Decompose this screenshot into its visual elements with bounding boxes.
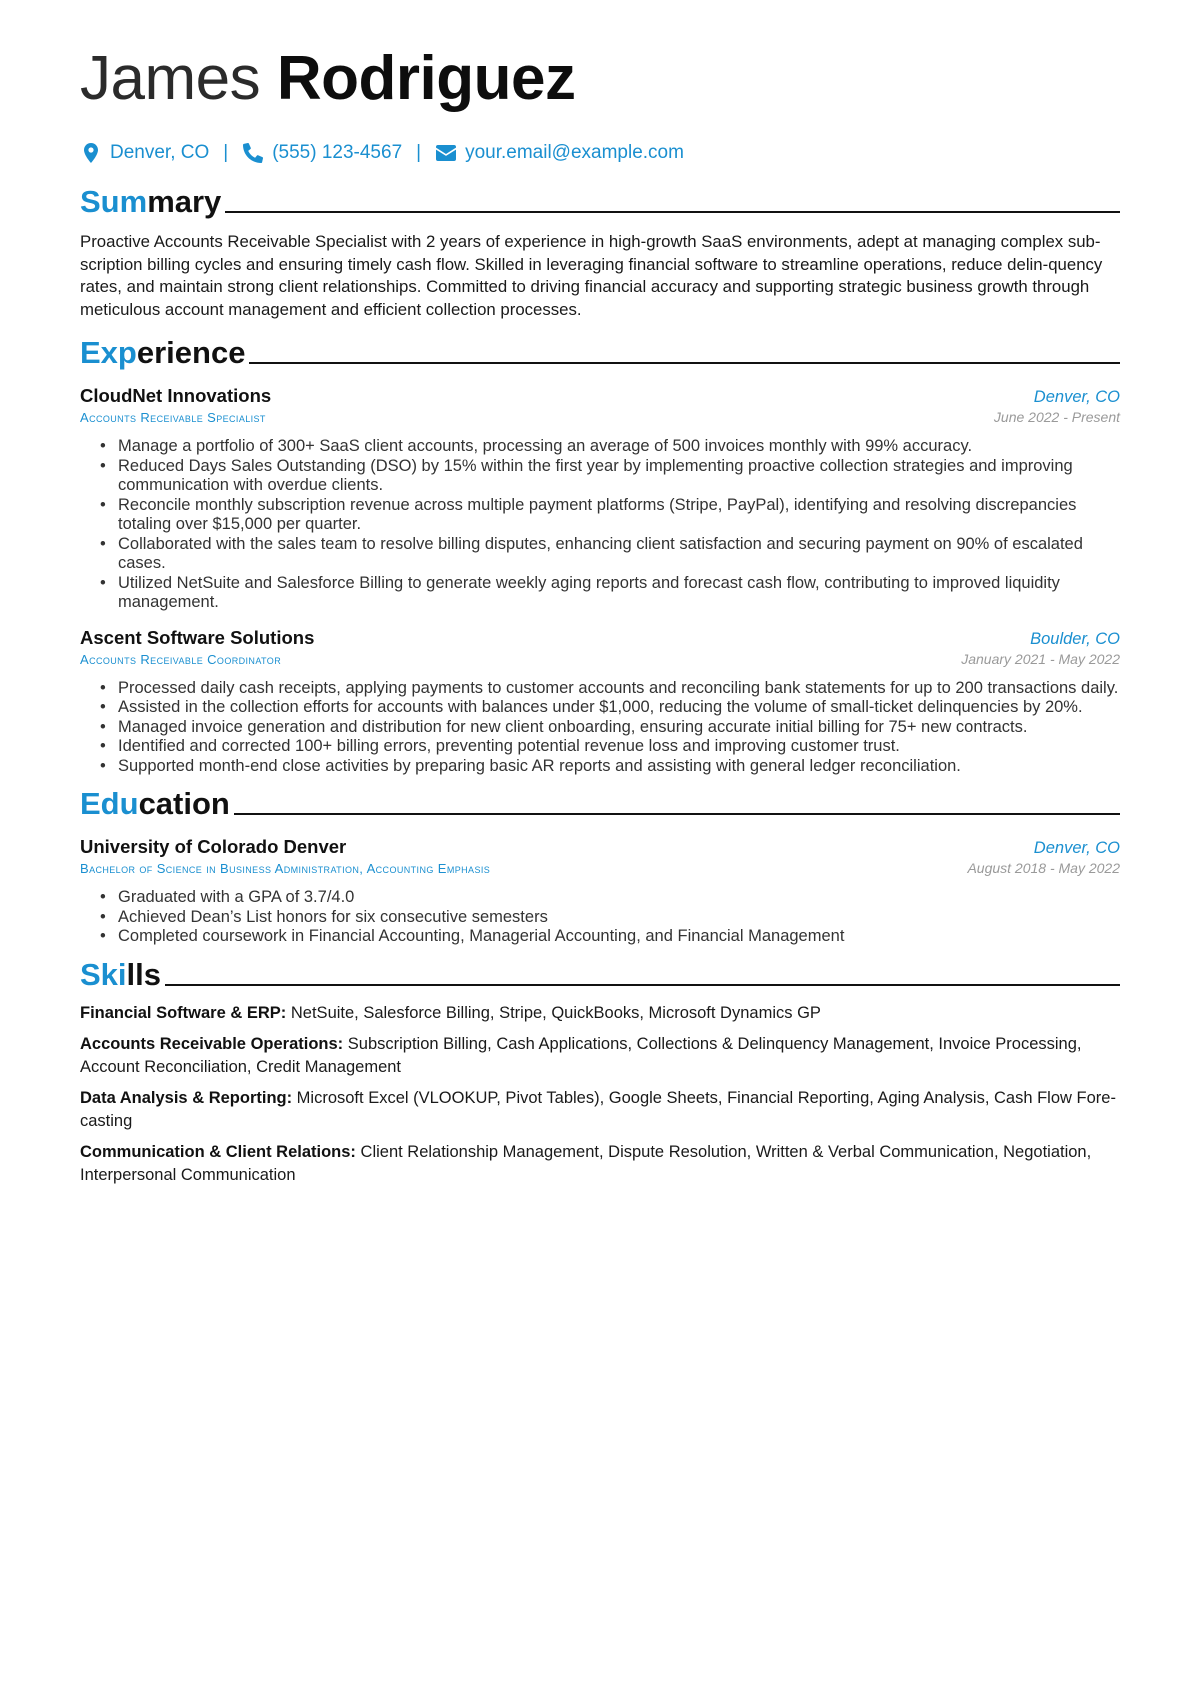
list-item: • Completed coursework in Financial Accounting, Managerial Accounting, and Financial Management [100,927,1120,947]
contact-bar [80,140,1120,166]
list-item: • Reduced Days Sales Outstanding (DSO) by 15% within the first year by implementing proactive collection strategies and improving communication with overdue clients. [100,457,1120,496]
job-bullets [80,437,1120,613]
section-title: Experience [80,335,246,370]
skill-row [80,1141,1120,1186]
list-item: • Utilized NetSuite and Salesforce Billing to generate weekly aging reports and forecast cash flow, contributing to improved liquidity management. [100,574,1120,613]
list-item: • Supported month-end close activities by preparing basic AR reports and assisting with general ledger reconciliation. [100,757,1120,777]
education-bullets [80,888,1120,947]
education-entry [80,836,1120,947]
phone-icon [242,142,264,164]
candidate-name [80,40,1120,118]
school-name: University of Colorado Denver [80,836,347,857]
section-rule [249,362,1120,364]
first-name: James [80,44,261,113]
company-name: CloudNet Innovations [80,385,272,406]
phone-link[interactable]: (555) 123-4567 [272,142,403,163]
envelope-icon [435,142,457,164]
map-marker-icon [80,142,102,164]
skills-heading [80,955,1120,993]
job-location: Boulder, CO [1030,629,1120,648]
last-name: Rodriguez [276,44,576,113]
skill-text: Subscription Billing, Cash Applications, Collections & Delinquency Management, Invoice Processing, Account Reconciliation, Credit Management [80,1035,1082,1076]
list-item: • Identified and corrected 100+ billing errors, preventing potential revenue loss and improving customer trust. [100,737,1120,757]
skill-row [80,1087,1120,1132]
section-rule [225,211,1120,213]
skill-label: Data Analysis & Reporting: [80,1089,293,1107]
skills-list [80,1002,1120,1187]
resume-page [80,40,1120,1186]
skill-text: NetSuite, Salesforce Billing, Stripe, QuickBooks, Microsoft Dynamics GP [286,1003,821,1022]
education-dates: August 2018 - May 2022 [967,860,1120,876]
summary-heading [80,182,1120,220]
list-item: • Graduated with a GPA of 3.7/4.0 [100,888,1120,908]
section-title: Summary [80,184,222,219]
skill-row [80,1002,1120,1025]
list-item: • Reconcile monthly subscription revenue across multiple payment platforms (Stripe, PayPal), identifying and resolving discrepancies totaling over $15,000 per quarter. [100,496,1120,535]
list-item: • Collaborated with the sales team to resolve billing disputes, enhancing client satisfaction and securing payment on 90% of escalated cases. [100,535,1120,574]
job-dates: June 2022 - Present [993,409,1120,425]
location-text: Denver, CO [110,142,210,163]
summary-text: Proactive Accounts Receivable Specialist with 2 years of experience in high-growth SaaS environments, adept at managing complex sub-scription billing cycles and ensuring timely cash flow. Skilled in leveraging financial software to streamline operations, reduce delin-quency rates, and maintain strong client relationships. Committed to driving financial accuracy and supporting strategic business growth through meticulous account management and efficient collection processes. [80,232,1103,319]
skill-text: Microsoft Excel (VLOOKUP, Pivot Tables), Google Sheets, Financial Reporting, Aging Analysis, Cash Flow Fore-casting [80,1089,1116,1130]
skill-label: Accounts Receivable Operations: [80,1035,344,1053]
job-title: Accounts Receivable Specialist [80,410,266,425]
skill-label: Financial Software & ERP: [80,1003,287,1022]
skill-label: Communication & Client Relations: [80,1143,356,1161]
job-entry [80,627,1120,777]
degree: Bachelor of Science in Business Administration, Accounting Emphasis [80,861,491,876]
section-title: Education [80,786,230,821]
contact-separator: | [223,142,229,163]
contact-separator: | [416,142,422,163]
list-item: • Processed daily cash receipts, applying payments to customer accounts and reconciling bank statements for up to 200 transactions daily. [100,679,1120,699]
section-rule [234,813,1120,815]
job-title: Accounts Receivable Coordinator [80,651,282,667]
list-item: • Achieved Dean’s List honors for six consecutive semesters [100,908,1120,928]
company-name: Ascent Software Solutions [80,626,315,648]
job-dates: January 2021 - May 2022 [961,650,1120,667]
skill-row [80,1033,1120,1078]
education-heading [80,784,1120,822]
job-bullets [80,679,1120,777]
experience-heading [80,333,1120,371]
list-item: • Assisted in the collection efforts for accounts with balances under $1,000, reducing the volume of small-ticket delinquencies by 20%. [100,698,1120,718]
list-item: • Managed invoice generation and distribution for new client onboarding, ensuring accurate initial billing for 75+ new contracts. [100,718,1120,738]
section-rule [165,984,1120,986]
section-title: Skills [80,956,161,992]
job-entry [80,385,1120,613]
job-location: Denver, CO [1033,388,1120,406]
skill-text: Client Relationship Management, Dispute Resolution, Written & Verbal Communication, Negotiation, Interpersonal Communication [80,1143,1092,1184]
email-link[interactable]: your.email@example.com [465,142,684,163]
school-location: Denver, CO [1033,839,1120,857]
list-item: • Manage a portfolio of 300+ SaaS client accounts, processing an average of 500 invoices monthly with 99% accuracy. [100,437,1120,457]
